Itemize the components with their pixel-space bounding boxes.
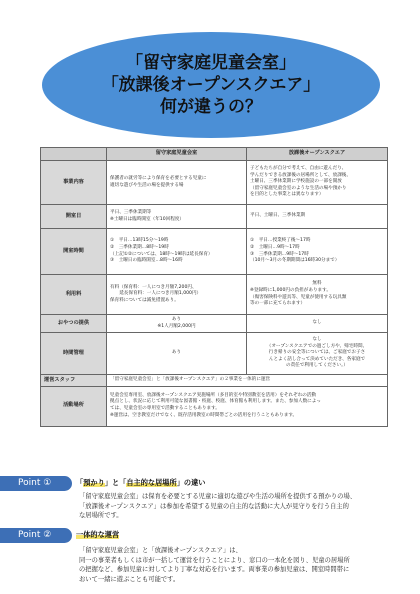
cell-line: ※1人月額2,000円 — [157, 323, 196, 329]
point-2-line: おいて一緒に遊ぶことも可能です。 — [79, 575, 180, 583]
cell-staff — [107, 375, 388, 387]
point-1-line: 「放課後オープンスクエア」は参加を希望する児童の自主的な活動に大人が見守りを行う自主的 — [79, 502, 349, 510]
cell-line: ② 三季休業期…8時～19時 — [110, 244, 169, 250]
cell-open-square — [247, 275, 388, 315]
row-label: 開室時間 — [41, 229, 107, 275]
table-header-row — [41, 148, 388, 161]
cell-line: ※登録時に1,000円の負担があります。 — [250, 287, 331, 293]
cell-line: 保護者の就労等により保育を必要とする児童に — [110, 175, 207, 181]
point-1-line: な居場所です。 — [79, 512, 123, 520]
cell-line: （上記①②については、18時～19時は延長保育） — [110, 251, 213, 257]
cell-line: の責任で利用してください。） — [285, 363, 348, 369]
cell-line: を目的とした事業とは異なります） — [250, 192, 324, 198]
cell-line: 平日、三季休業期等 — [110, 209, 152, 215]
cell-jidoukai — [107, 275, 247, 315]
cell-line: ① 平日…13時15分～19時 — [110, 238, 169, 244]
table-row — [41, 275, 388, 315]
table-row — [41, 333, 388, 375]
point-2-text — [79, 546, 391, 584]
cell-line: んとよく話し合って決めていただき、各家庭で — [268, 356, 366, 362]
point-2-highlight: 一体的な運営 — [76, 530, 120, 539]
cell-line: 学んだりできる放課後の居場所として、放課後、 — [250, 172, 351, 178]
cell-open-square — [247, 229, 388, 275]
point-2-title — [76, 530, 119, 540]
cell-line: なし — [312, 336, 322, 342]
cell-open-square — [247, 315, 388, 333]
point-1-highlight-2: 自主的な居場所 — [126, 478, 177, 487]
cell-line: 子どもたちが自分で考えて、自由に遊んだり、 — [250, 165, 347, 171]
point-1-title-pre: 「 — [76, 478, 84, 487]
cell-line: （オープンスクエアでの過ごし方や、帰宅時間、 — [266, 343, 368, 349]
point-1-text — [79, 492, 391, 521]
cell-line: 行き帰りの安全等については、ご家庭でお子さ — [268, 350, 366, 356]
cell-line: あり — [171, 350, 182, 356]
row-label: 時間管理 — [41, 333, 107, 375]
cell-place — [107, 386, 388, 426]
cell-jidoukai — [107, 205, 247, 229]
point-1-title — [76, 478, 205, 488]
header-blank — [41, 148, 107, 161]
cell-line: （留守家庭児童会室のような生活の場や預かり — [250, 185, 347, 191]
cell-line: 児童会室専用室、放課後オープンスクエア実施場所（多目的室や特別教室を活用）をそれぞれの活動 — [110, 392, 317, 398]
cell-line: ③ 三季休業期…9時～17時 — [250, 251, 309, 257]
cell-line: 有料（保育料：一人につき月額7,200円、 — [110, 284, 197, 290]
cell-line: 土曜日、三季休業期に学校施設の一部を開放 — [250, 179, 342, 185]
point-1-badge: Point ① — [0, 476, 72, 491]
comparison-table — [40, 147, 388, 427]
point-1-line: 「留守家庭児童会室」は保育を必要とする児童に適切な遊びや生活の場所を提供する預かりの場、 — [79, 493, 357, 500]
title-line-3: 何が違うの？ — [160, 97, 262, 117]
table-row-place — [41, 386, 388, 426]
row-label: 利用料 — [41, 275, 107, 315]
point-2-line: 同一の事業者もしくは市が一括して運営を行うことにより、窓口の一本化を図り、児童の居場所 — [79, 556, 350, 564]
cell-line: 等の一部に充てられます） — [250, 301, 306, 307]
title-line-1: 「留守家庭児童会室」 — [126, 53, 296, 73]
cell-line: ① 平日…授業終了後～17時 — [250, 238, 311, 244]
point-1-highlight-1: 預かり — [83, 478, 105, 487]
cell-line: （10月～3月の冬期期間は16時30分まで） — [250, 258, 340, 264]
cell-line: 無料 — [312, 281, 322, 287]
table-row — [41, 315, 388, 333]
cell-jidoukai — [107, 333, 247, 375]
cell-line: なし — [312, 320, 322, 326]
cell-line: ③ 土曜日の臨時開室…8時～16時 — [110, 258, 183, 264]
title-line-2: 「放課後オープンスクエア」 — [101, 75, 321, 95]
cell-line: 延長保育料：一人につき月額1,000円） — [110, 291, 202, 297]
cell-jidoukai — [107, 161, 247, 205]
point-2-line: の把握など、参加児童に対してより丁寧な対応を行います。両事業の参加児童は、開室時間帯に — [79, 566, 350, 574]
row-label: 開室日 — [41, 205, 107, 229]
cell-line: あり — [171, 316, 182, 322]
table-row-staff — [41, 375, 388, 387]
table-row — [41, 161, 388, 205]
row-label: 事業内容 — [41, 161, 107, 205]
cell-line: 適切な遊びや生活の場を提供する場 — [110, 182, 184, 188]
header-open-square: 放課後オープンスクエア — [247, 148, 388, 161]
header-jidoukai: 留守家庭児童会室 — [107, 148, 247, 161]
point-2-badge: Point ② — [0, 528, 72, 543]
title-banner — [42, 32, 380, 138]
cell-jidoukai — [107, 315, 247, 333]
cell-line: 「留守家庭児童会室」と「放課後オープンスクエア」の２事業を一体的に運営 — [110, 376, 271, 382]
cell-open-square — [247, 161, 388, 205]
cell-line: 平日、土曜日、三季休業期 — [250, 213, 306, 219]
cell-line: 拠点とし、状況に応じて利用可能な図書館・校庭、校庭、体育館も利用します。また、参加人数によっ — [110, 399, 321, 405]
point-2-line: 「留守家庭児童会室」と「放課後オープンスクエア」は、 — [79, 547, 242, 554]
cell-open-square — [247, 333, 388, 375]
cell-line: ては、児童会室の専用室で活動することもあります。 — [110, 406, 220, 412]
cell-line: （傷害保険料や遊具等、児童が使用する玩具類 — [250, 294, 347, 300]
table-row — [41, 205, 388, 229]
cell-line: ※土曜日は臨時開室（年10回程度） — [110, 216, 185, 222]
row-label: 活動場所 — [41, 386, 107, 426]
cell-line: ② 土曜日…9時～17時 — [250, 244, 300, 250]
cell-line: 保育料については減免措置あり。 — [110, 297, 179, 303]
table-row — [41, 229, 388, 275]
cell-open-square — [247, 205, 388, 229]
row-label: おやつの提供 — [41, 315, 107, 333]
cell-jidoukai — [107, 229, 247, 275]
cell-line: ※運営は、空き教室だけでなく、既存活用教室の時間帯ごとの活用を行うこともあります。 — [110, 412, 298, 418]
row-label: 運営スタッフ — [41, 375, 107, 387]
point-1-title-post: 」の違い — [176, 478, 206, 487]
point-1-title-mid: 」と「 — [104, 478, 127, 487]
